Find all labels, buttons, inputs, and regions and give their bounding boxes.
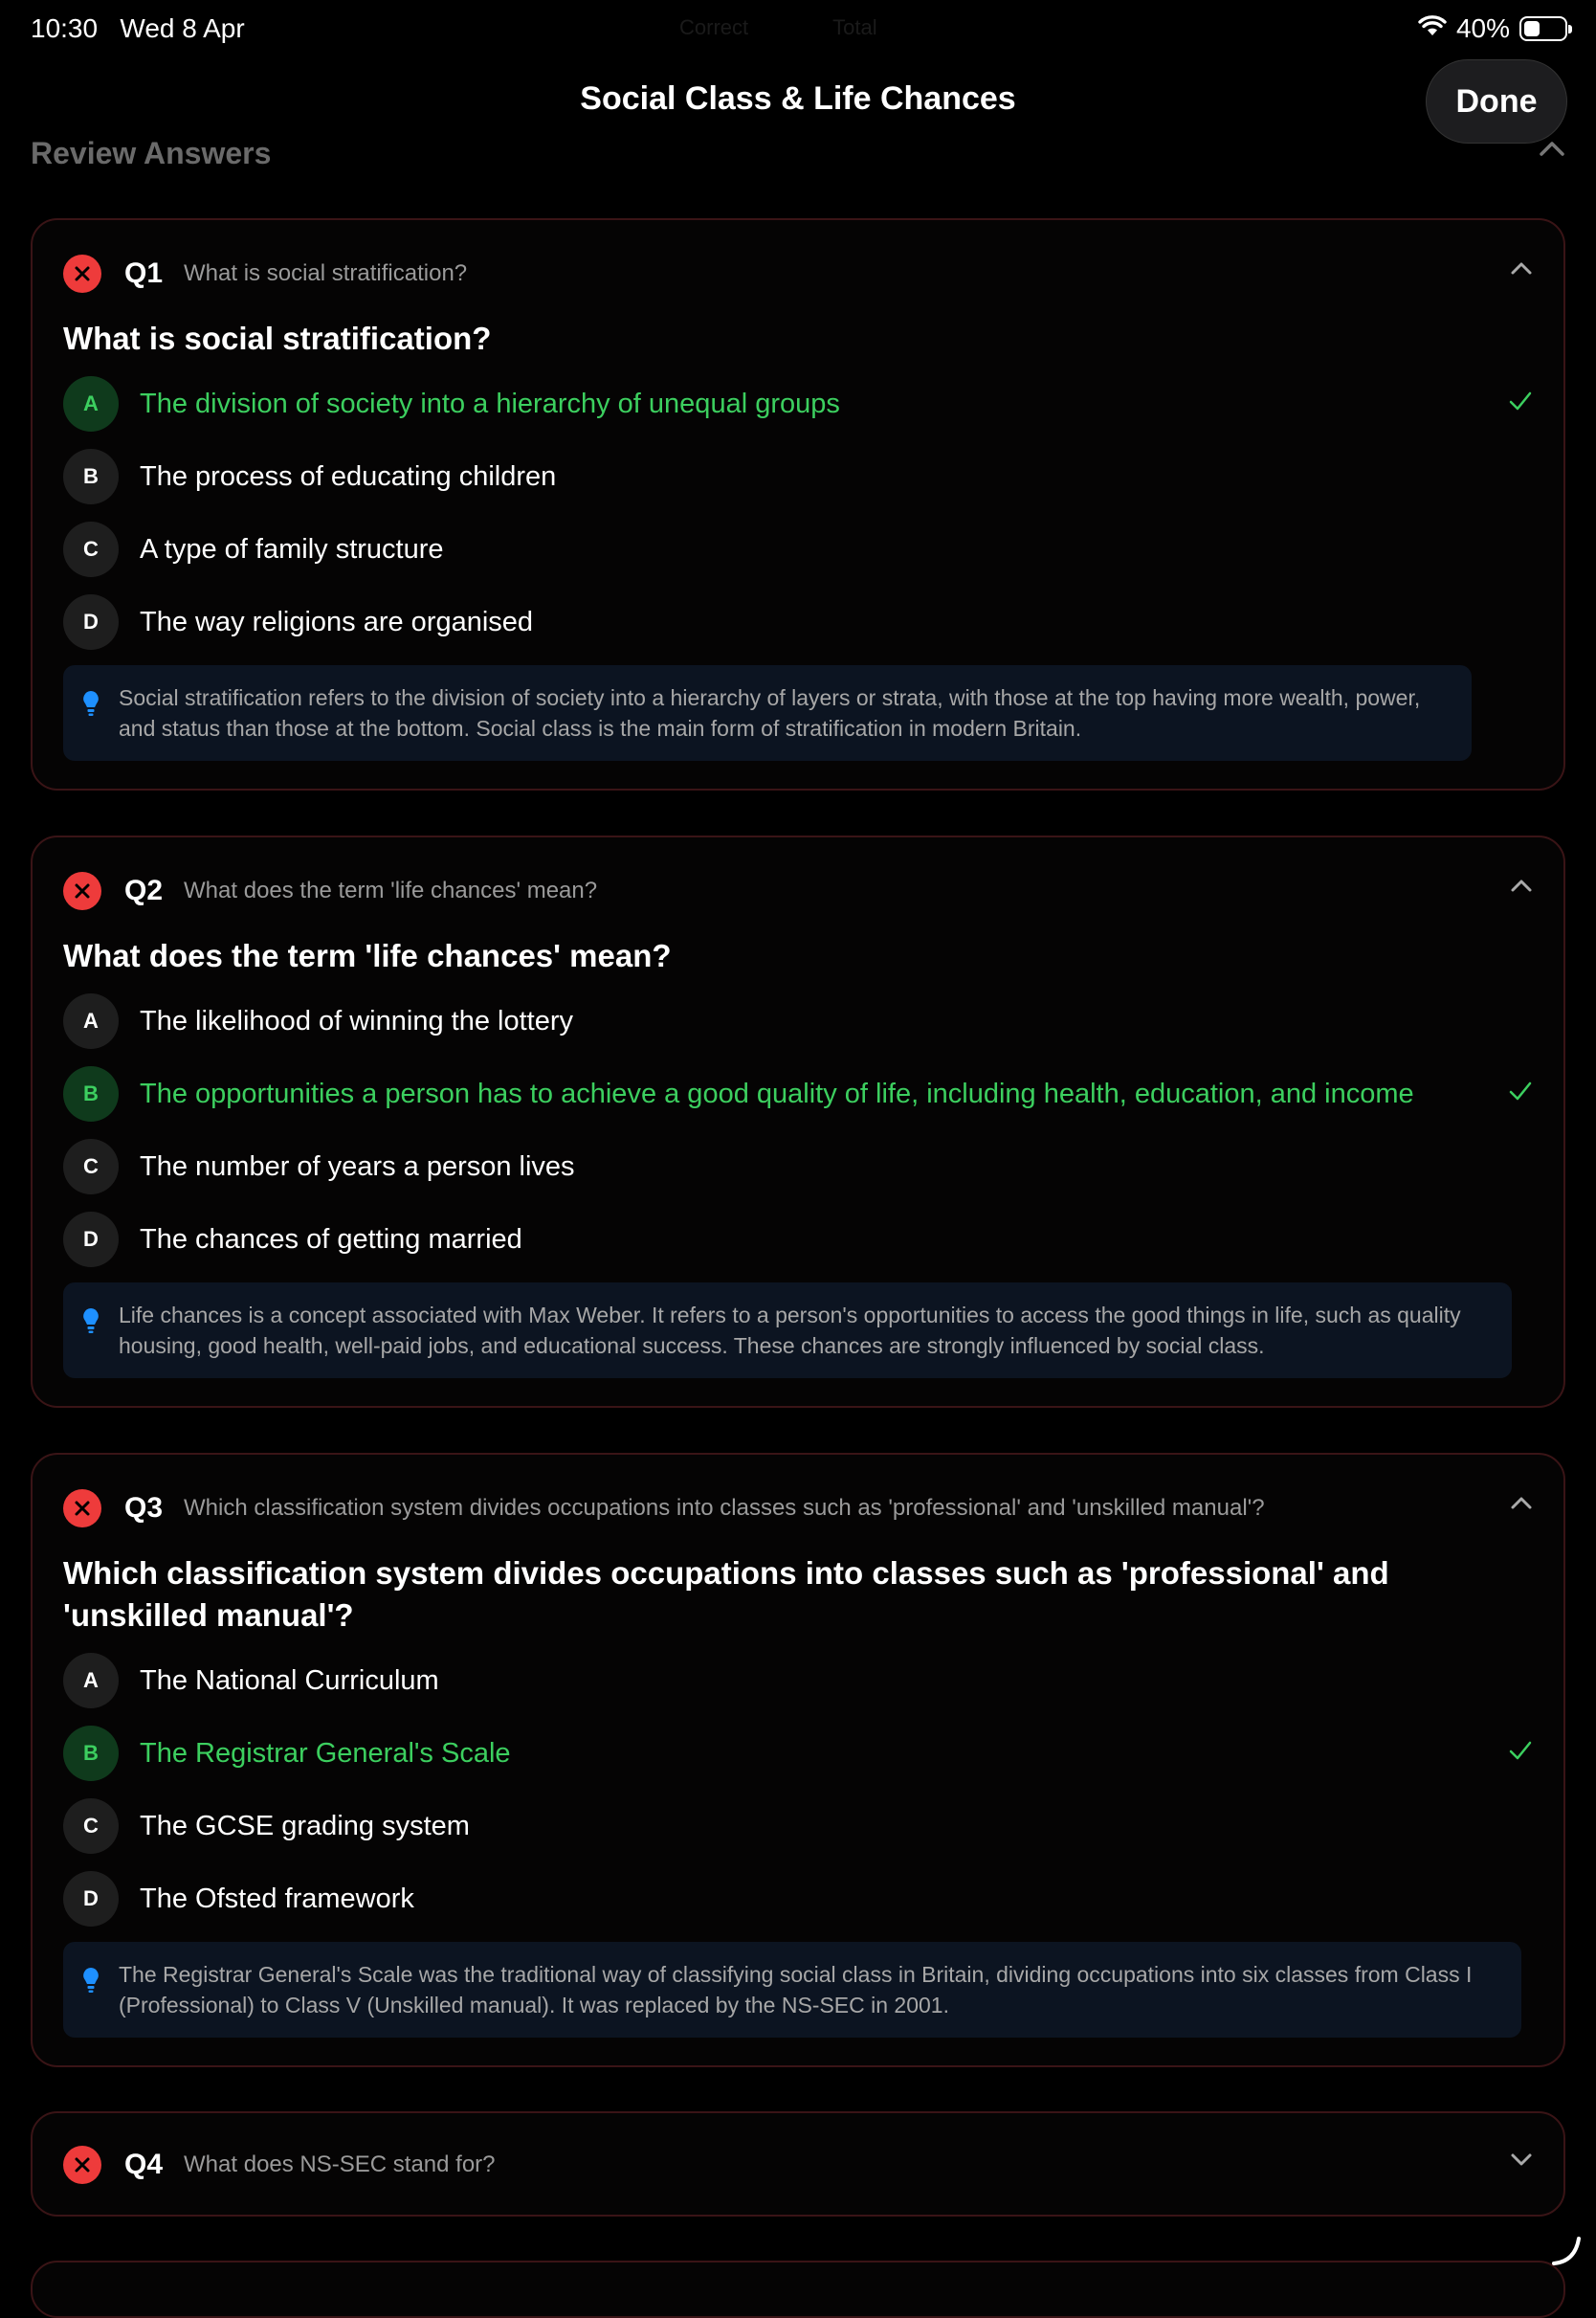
option-a (63, 992, 1533, 1050)
ghost-tab: Correct (679, 15, 749, 39)
battery-icon (1519, 16, 1567, 41)
status-date: Wed 8 Apr (120, 13, 245, 43)
status-indicators (1418, 13, 1567, 44)
option-d (63, 593, 1533, 651)
explanation-box (63, 1282, 1512, 1378)
question-card-peek (31, 2261, 1565, 2318)
checkmark-icon (1508, 389, 1533, 418)
option-b (63, 448, 1533, 505)
question-header[interactable] (63, 1489, 1533, 1527)
option-letter: D (63, 594, 119, 650)
chevron-down-icon[interactable] (1510, 2151, 1533, 2172)
question-summary: What does NS-SEC stand for? (184, 2151, 496, 2177)
status-time-value: 10:30 (31, 13, 99, 43)
ghost-tabs (679, 15, 877, 40)
option-text: The process of educating children (140, 460, 557, 492)
option-a (63, 1652, 1533, 1709)
option-letter: C (63, 522, 119, 577)
option-b (63, 1065, 1533, 1123)
option-letter: C (63, 1798, 119, 1854)
option-d (63, 1211, 1533, 1268)
chevron-up-icon[interactable] (1510, 1495, 1533, 1515)
question-number: Q2 (124, 875, 164, 906)
lightbulb-icon (82, 1967, 100, 1998)
chevron-up-icon[interactable] (1510, 878, 1533, 898)
checkmark-icon (1508, 1079, 1533, 1108)
explanation-text: Social stratification refers to the division of society into a hierarchy of layers or strata, with those at the top having more wealth, power, and status than those at the bottom. Social class is the main form of stratification in modern Britain. (119, 685, 1421, 741)
option-text: The GCSE grading system (140, 1810, 470, 1841)
x-circle-icon (63, 255, 101, 293)
option-a (63, 375, 1533, 433)
section-title: Review Answers (31, 136, 272, 170)
option-text: The division of society into a hierarchy of unequal groups (140, 388, 840, 419)
status-time (31, 13, 245, 44)
option-letter: D (63, 1871, 119, 1927)
question-header[interactable] (63, 255, 1533, 293)
option-text: The Ofsted framework (140, 1883, 414, 1914)
option-c (63, 1138, 1533, 1195)
explanation-box (63, 1942, 1521, 2038)
lightbulb-icon (82, 1307, 100, 1339)
option-text: The chances of getting married (140, 1223, 522, 1255)
question-card-q1 (31, 218, 1565, 791)
collapse-all-chevron-up-icon[interactable] (1539, 140, 1565, 162)
battery-percent: 40% (1455, 13, 1510, 43)
question-title: Which classification system divides occupations into classes such as 'professional' and 'unskilled manual'? (63, 1555, 1389, 1633)
x-circle-icon (63, 872, 101, 910)
option-text: A type of family structure (140, 533, 444, 565)
done-button[interactable]: Done (1426, 59, 1567, 144)
explanation-text: Life chances is a concept associated with Max Weber. It refers to a person's opportunities to access the good things in life, such as quality housing, good health, well-paid jobs, and educational success. These chances are strongly influenced by social class. (119, 1303, 1461, 1358)
option-letter: A (63, 1653, 119, 1708)
question-header[interactable] (63, 2146, 1533, 2184)
chevron-up-icon[interactable] (1510, 260, 1533, 280)
option-b (63, 1725, 1533, 1782)
option-letter: D (63, 1212, 119, 1267)
question-card-q3 (31, 1453, 1565, 2067)
option-letter: B (63, 449, 119, 504)
question-card-q2 (31, 836, 1565, 1408)
question-summary: Which classification system divides occupations into classes such as 'professional' and 'unskilled manual'? (184, 1495, 1265, 1521)
option-letter: B (63, 1066, 119, 1122)
question-number: Q3 (124, 1492, 164, 1524)
question-title: What does the term 'life chances' mean? (63, 938, 672, 973)
question-title: What is social stratification? (63, 321, 492, 356)
checkmark-icon (1508, 1738, 1533, 1768)
option-text: The number of years a person lives (140, 1150, 575, 1182)
option-c (63, 521, 1533, 578)
question-summary: What does the term 'life chances' mean? (184, 878, 598, 903)
option-text: The opportunities a person has to achieve a good quality of life, including health, education, and income (140, 1078, 1414, 1109)
lightbulb-icon (82, 690, 100, 722)
option-text: The likelihood of winning the lottery (140, 1005, 573, 1036)
option-letter: A (63, 376, 119, 432)
option-c (63, 1797, 1533, 1855)
explanation-text: The Registrar General's Scale was the traditional way of classifying social class in Britain, dividing occupations into six classes from Class I (Professional) to Class V (Unskilled manual). It was replaced by the NS-SEC in 2001. (119, 1962, 1473, 2017)
status-bar (0, 0, 1596, 61)
question-summary: What is social stratification? (184, 260, 468, 286)
question-header[interactable] (63, 872, 1533, 910)
question-number: Q4 (124, 2149, 164, 2180)
option-d (63, 1870, 1533, 1928)
x-circle-icon (63, 1489, 101, 1527)
wifi-icon (1418, 13, 1447, 44)
option-text: The Registrar General's Scale (140, 1737, 511, 1769)
page-title: Social Class & Life Chances (580, 80, 1016, 117)
option-text: The way religions are organised (140, 606, 534, 637)
option-letter: C (63, 1139, 119, 1194)
question-card-q4[interactable] (31, 2111, 1565, 2217)
resize-handle-icon[interactable] (1548, 2233, 1583, 2272)
option-letter: B (63, 1726, 119, 1781)
option-text: The National Curriculum (140, 1664, 439, 1696)
battery-fill (1524, 21, 1540, 36)
explanation-box (63, 665, 1472, 761)
ghost-tab: Total (832, 15, 877, 39)
question-number: Q1 (124, 257, 164, 289)
option-letter: A (63, 993, 119, 1049)
x-circle-icon (63, 2146, 101, 2184)
